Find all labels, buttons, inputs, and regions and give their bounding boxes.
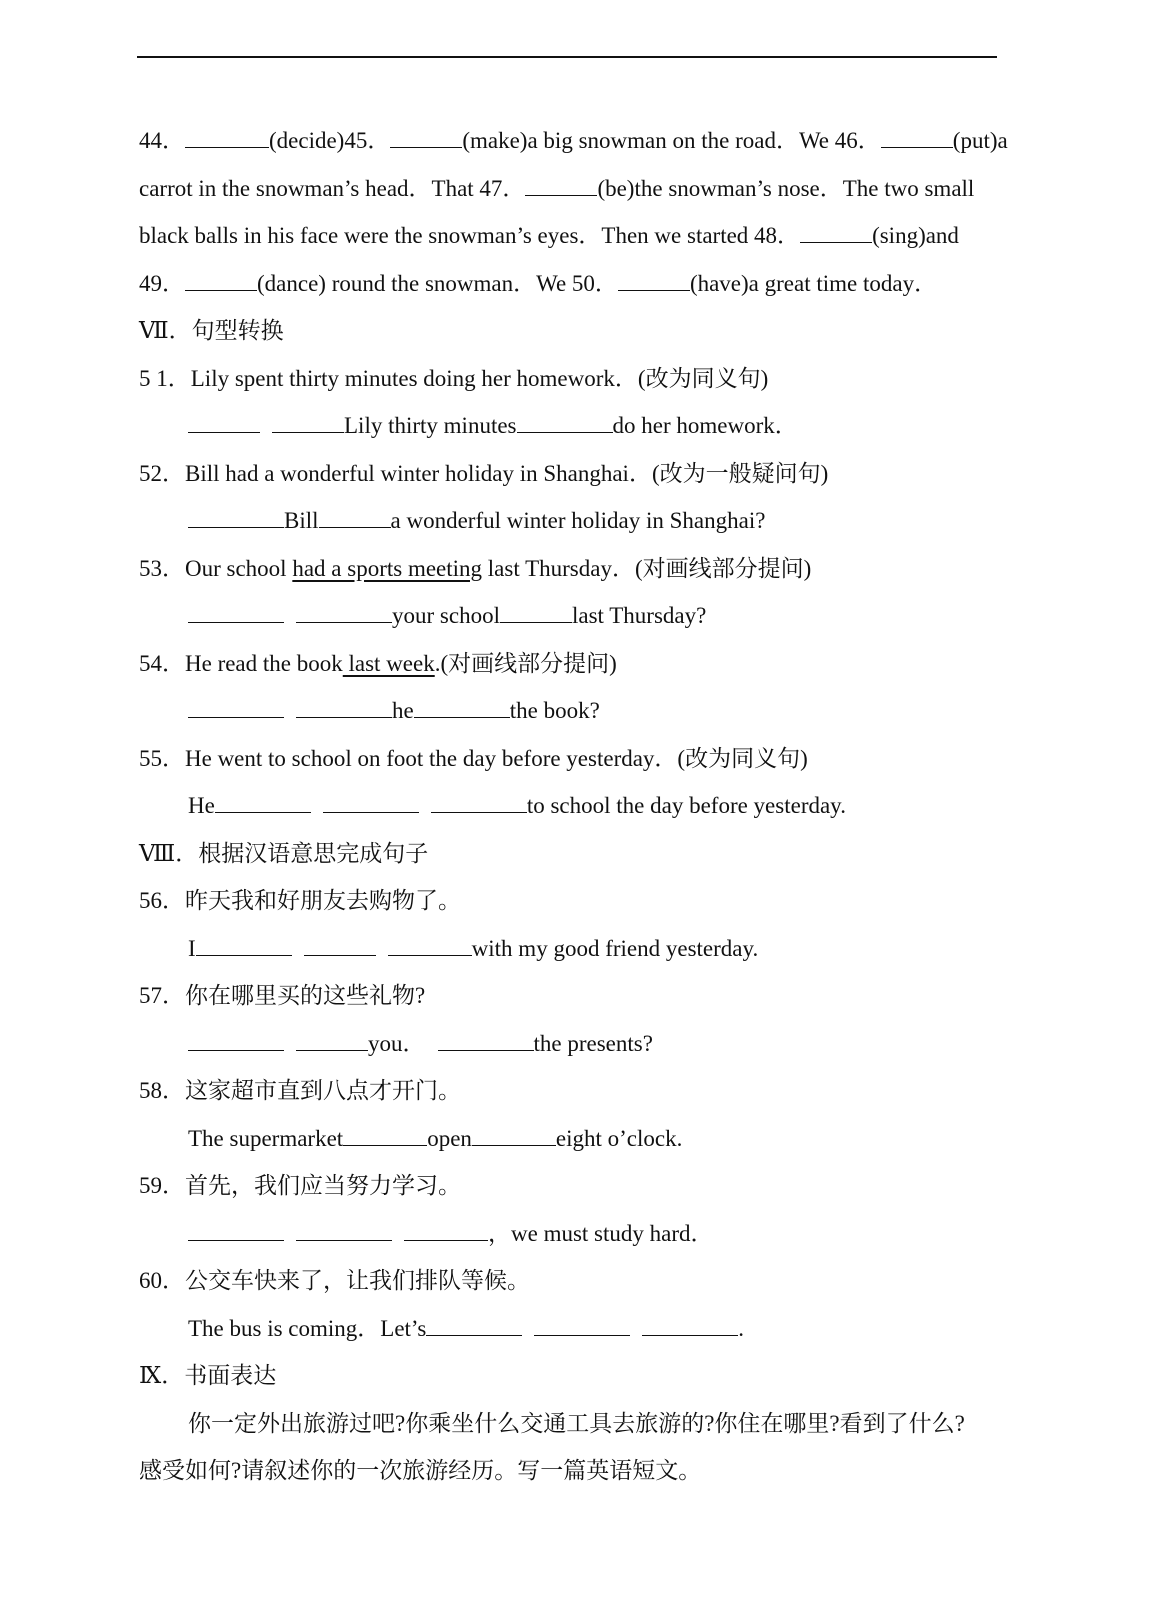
answer-blank-49[interactable]: [185, 270, 257, 291]
writing-prompt-line-1: 你一定外出旅游过吧?你乘坐什么交通工具去旅游的?你住在哪里?看到了什么?: [188, 1410, 965, 1436]
answer-blank[interactable]: [534, 1315, 630, 1336]
text: the presents?: [533, 1030, 653, 1056]
answer-blank[interactable]: [319, 507, 391, 528]
text: (put)a: [952, 128, 1008, 153]
question-52: 52．Bill had a wonderful winter holiday in Shanghai．(改为一般疑问句): [139, 460, 829, 486]
answer-blank[interactable]: [188, 1030, 284, 1051]
text: The supermarket: [188, 1125, 344, 1151]
answer-blank[interactable]: [188, 1220, 284, 1241]
answer-blank[interactable]: [188, 602, 284, 623]
question-55: 55．He went to school on foot the day before yesterday．(改为同义句): [139, 745, 808, 771]
text: last Thursday?: [571, 603, 707, 628]
answer-line-59: [139, 1210, 1069, 1258]
text: with my good friend yesterday.: [471, 935, 759, 961]
text: eight o’clock.: [555, 1125, 683, 1151]
answer-blank[interactable]: [215, 792, 311, 813]
question-60: 60．公交车快来了，让我们排队等候。: [139, 1268, 530, 1293]
answer-line-60: [139, 1305, 1069, 1353]
answer-blank[interactable]: [296, 697, 392, 718]
question-56: 56．昨天我和好朋友去购物了。: [139, 888, 461, 913]
text: 44．: [139, 128, 185, 153]
answer-blank[interactable]: [642, 1315, 738, 1336]
text: do her homework．: [612, 413, 798, 438]
text: He: [188, 793, 215, 818]
answer-blank-47[interactable]: [525, 175, 597, 196]
text: (have)a great time today．: [689, 270, 938, 296]
answer-line-54: [139, 687, 1069, 735]
text: black balls in his face were the snowman’s eyes．Then we started 48．: [139, 223, 801, 248]
text: .(对画线部分提问): [434, 650, 617, 676]
passage-line-3: [139, 212, 1069, 260]
text: a wonderful winter holiday in Shanghai?: [390, 508, 766, 533]
text: last Thursday．(对画线部分提问): [482, 555, 812, 581]
worksheet-body: [139, 117, 1069, 1495]
text: your school: [392, 603, 500, 628]
passage-line-4: [139, 260, 1069, 308]
header-rule: [137, 56, 997, 58]
answer-line-51: [139, 402, 1069, 450]
answer-blank[interactable]: [296, 602, 392, 623]
answer-blank[interactable]: [188, 697, 284, 718]
text: Lily thirty minutes: [344, 413, 517, 438]
text: the book?: [509, 698, 600, 723]
text: (be)the snowman’s nose．The two small: [597, 175, 975, 201]
text: ，we must study hard．: [488, 1220, 714, 1246]
answer-blank[interactable]: [188, 412, 260, 433]
answer-blank[interactable]: [438, 1030, 534, 1051]
question-58: 58．这家超市直到八点才开门。: [139, 1078, 461, 1103]
section-heading-7: Ⅶ．句型转换: [139, 318, 284, 343]
answer-line-58: [139, 1115, 1069, 1163]
answer-line-53: [139, 592, 1069, 640]
answer-blank-44[interactable]: [185, 127, 269, 148]
question-53: [139, 545, 1069, 593]
question-54: [139, 640, 1069, 688]
answer-blank[interactable]: [296, 1220, 392, 1241]
answer-blank[interactable]: [431, 792, 527, 813]
text: Bill: [284, 508, 319, 533]
answer-line-55: [139, 782, 1069, 830]
passage-line-1: [139, 117, 1069, 165]
answer-line-57: [139, 1020, 1069, 1068]
text: 53．Our school: [139, 555, 293, 581]
text: (sing)and: [872, 223, 959, 248]
underlined-phrase: had a sports meeting: [292, 555, 483, 581]
section-heading-8: Ⅷ．根据汉语意思完成句子: [139, 840, 429, 866]
text: carrot in the snowman’s head．That 47．: [139, 175, 526, 201]
text: (dance) round the snowman．We 50．: [257, 270, 618, 296]
question-51: 5 1．Lily spent thirty minutes doing her homework．(改为同义句): [139, 365, 769, 391]
answer-blank[interactable]: [472, 1125, 556, 1146]
text: (make)a big snowman on the road．We 46．: [462, 128, 881, 153]
section-heading-9: Ⅸ．书面表达: [139, 1363, 277, 1388]
answer-blank[interactable]: [500, 602, 572, 623]
answer-blank[interactable]: [323, 792, 419, 813]
answer-blank-50[interactable]: [618, 270, 690, 291]
text: .: [738, 1315, 745, 1341]
text: (decide)45．: [269, 128, 391, 153]
answer-blank-48[interactable]: [800, 222, 872, 243]
text: to school the day before yesterday.: [526, 793, 846, 818]
answer-line-52: [139, 497, 1069, 545]
underlined-phrase: last week: [342, 650, 435, 676]
answer-blank[interactable]: [296, 1030, 368, 1051]
answer-blank[interactable]: [426, 1315, 522, 1336]
answer-blank[interactable]: [304, 935, 376, 956]
answer-blank-46[interactable]: [881, 127, 953, 148]
text: you．: [368, 1030, 426, 1056]
text: 54．He read the book: [139, 650, 343, 676]
passage-line-2: [139, 165, 1069, 213]
text: I: [188, 935, 196, 961]
question-59: 59．首先，我们应当努力学习。: [139, 1173, 461, 1198]
writing-prompt-line-2: 感受如何?请叙述你的一次旅游经历。写一篇英语短文。: [139, 1458, 702, 1483]
answer-blank[interactable]: [196, 935, 292, 956]
text: The bus is coming．Let’s: [188, 1315, 427, 1341]
question-57: 57．你在哪里买的这些礼物?: [139, 983, 426, 1008]
text: open: [427, 1125, 472, 1151]
answer-blank[interactable]: [272, 412, 344, 433]
answer-line-56: [139, 925, 1069, 973]
answer-blank[interactable]: [343, 1125, 427, 1146]
text: he: [392, 698, 414, 723]
answer-blank[interactable]: [388, 935, 472, 956]
answer-blank[interactable]: [404, 1220, 488, 1241]
answer-blank[interactable]: [517, 412, 613, 433]
answer-blank[interactable]: [414, 697, 510, 718]
answer-blank-45[interactable]: [390, 127, 462, 148]
text: 49．: [139, 270, 185, 296]
answer-blank[interactable]: [188, 507, 284, 528]
